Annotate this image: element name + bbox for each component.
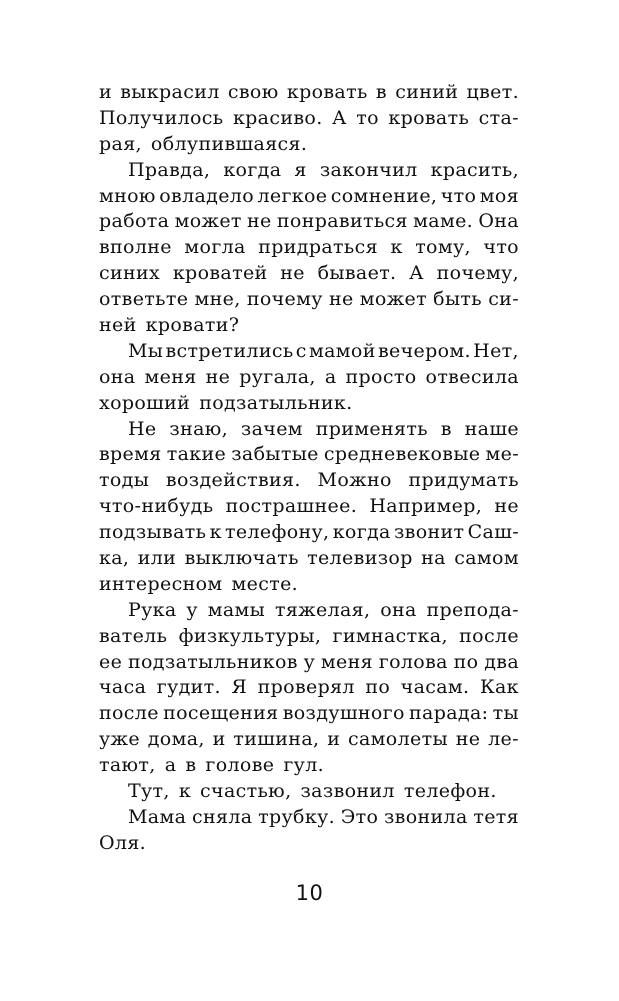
text-line: хороший подзатыльник. [99,391,353,414]
text-line: время такие забытые средневековые ме- [99,443,519,466]
text-line: ответьте мне, почему не может быть си- [99,288,519,311]
paragraph [99,339,519,417]
text-line: уже дома, и тишина, и самолеты не ле- [99,728,519,751]
text-line: ватель физкультуры, гимнастка, после [99,624,519,647]
paragraph [99,779,519,805]
text-line: интересном месте. [99,572,299,595]
text-line: подзывать к телефону, когда звонит Саш- [99,521,519,544]
text-line: рая, облупившаяся. [99,132,308,155]
text-line: тают, а в голове гул. [99,754,325,777]
text-line: синих кроватей не бывает. А почему, [99,262,519,285]
paragraph [99,80,519,158]
page-number: 10 [295,881,324,905]
text-line: Оля. [99,831,147,854]
text-line: мною овладело легкое сомнение, что моя [99,184,519,207]
text-line: что-нибудь пострашнее. Например, не [99,495,519,518]
text-line: вполне могла придраться к тому, что [99,236,519,259]
text-line: Получилось красиво. А то кровать ста- [99,106,519,129]
text-line: Правда, когда я закончил красить, [128,158,519,181]
text-line: Рука у мамы тяжелая, она препода- [128,598,519,621]
body-text [99,80,519,857]
text-line: она меня не ругала, а просто отвесила [99,365,519,388]
paragraph [99,598,519,779]
text-line: Тут, к счастью, зазвонил телефон. [128,780,497,803]
paragraph [99,158,519,339]
paragraph [99,417,519,598]
text-line: часа гудит. Я проверял по часам. Как [99,676,519,699]
text-line: ка, или выключать телевизор на самом [99,547,519,570]
text-line: и выкрасил свою кровать в синий цвет. [99,81,519,103]
paragraph [99,805,519,857]
text-line: Мама сняла трубку. Это звонила тетя [128,805,519,828]
text-line: ней кровати? [99,314,240,337]
text-line: после посещения воздушного парада: ты [99,702,519,725]
text-line: ее подзатыльников у меня голова по два [99,650,519,673]
text-line: Не знаю, зачем применять в наше [128,417,519,440]
text-line: тоды воздействия. Можно придумать [99,469,519,492]
text-line: Мы встретились с мамой вечером. Нет, [128,339,519,362]
text-line: работа может не понравиться маме. Она [99,210,519,233]
